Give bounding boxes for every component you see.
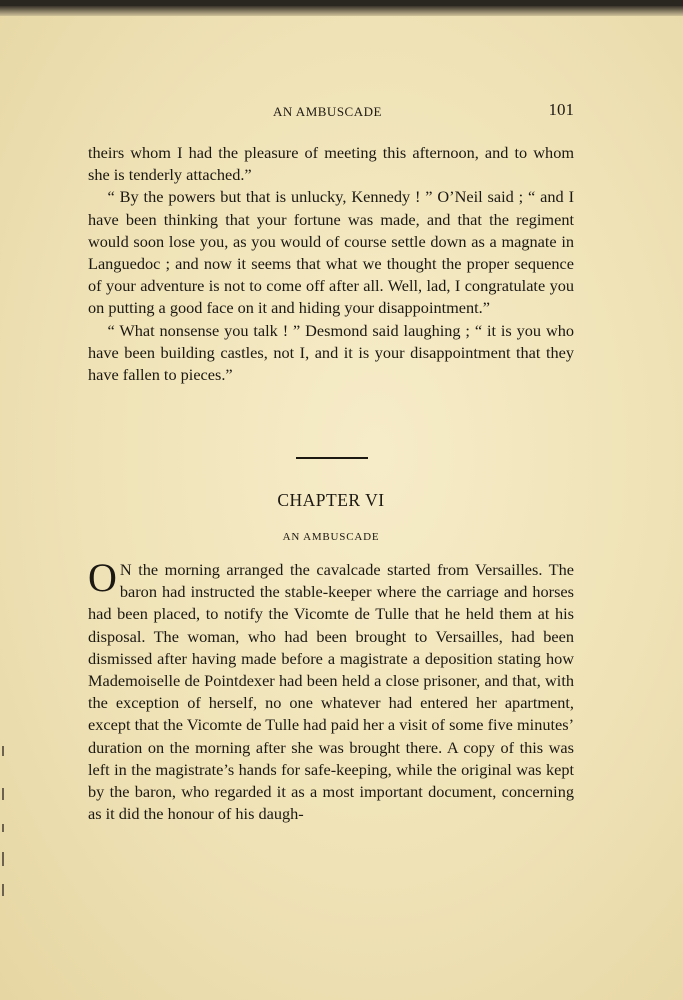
paragraph: “ By the powers but that is unlucky, Kennedy ! ” O’Neil said ; “ and I have been thinking that your fortune was made, and that the regiment would soon lose you, as you would of course settle down as a magnate in Languedoc ; and now it seems that what we thought the proper sequence of your adventure is not to come off after all. Well, lad, I congratulate you on putting a good face on it and hiding your disappointment.” — [88, 187, 574, 318]
previous-chapter-text — [88, 142, 574, 386]
running-head: AN AMBUSCADE — [273, 104, 382, 119]
chapter-title: CHAPTER VI — [277, 490, 385, 510]
page-number: 101 — [548, 100, 574, 119]
page-header — [88, 100, 574, 122]
book-page — [0, 6, 683, 1000]
paragraph: theirs whom I had the pleasure of meeting this afternoon, and to whom she is tenderly attached.” — [88, 143, 574, 185]
page-top-edge — [0, 6, 683, 16]
drop-cap: O — [88, 555, 117, 600]
gutter-marks — [0, 726, 10, 926]
paragraph — [88, 555, 574, 825]
chapter-subtitle: AN AMBUSCADE — [282, 531, 380, 543]
paragraph-text: N the morning arranged the cavalcade started from Versailles. The baron had instructed the stable-keeper where the carriage and horses had been placed, to notify the Vicomte de Tulle that he held them at his disposal. The woman, who had been brought to Versailles, had been dismissed after having made before a magistrate a deposition stating how Mademoiselle de Pointdexer had been held a close prisoner, and that, with the exception of herself, no one whatever had entered her apartment, except that the Vicomte de Tulle had paid her a visit of some five minutes’ duration on the morning after she was brought there. A copy of this was left in the magistrate’s hands for safe-keeping, while the original was kept by the baron, who regarded it as a most important document, concerning as it did the honour of his daugh- — [88, 560, 574, 824]
paragraph: “ What nonsense you talk ! ” Desmond said laughing ; “ it is you who have been building castles, not I, and it is your disappointment that they have fallen to pieces.” — [88, 320, 574, 385]
chapter-body — [88, 555, 574, 825]
section-divider — [296, 457, 368, 459]
